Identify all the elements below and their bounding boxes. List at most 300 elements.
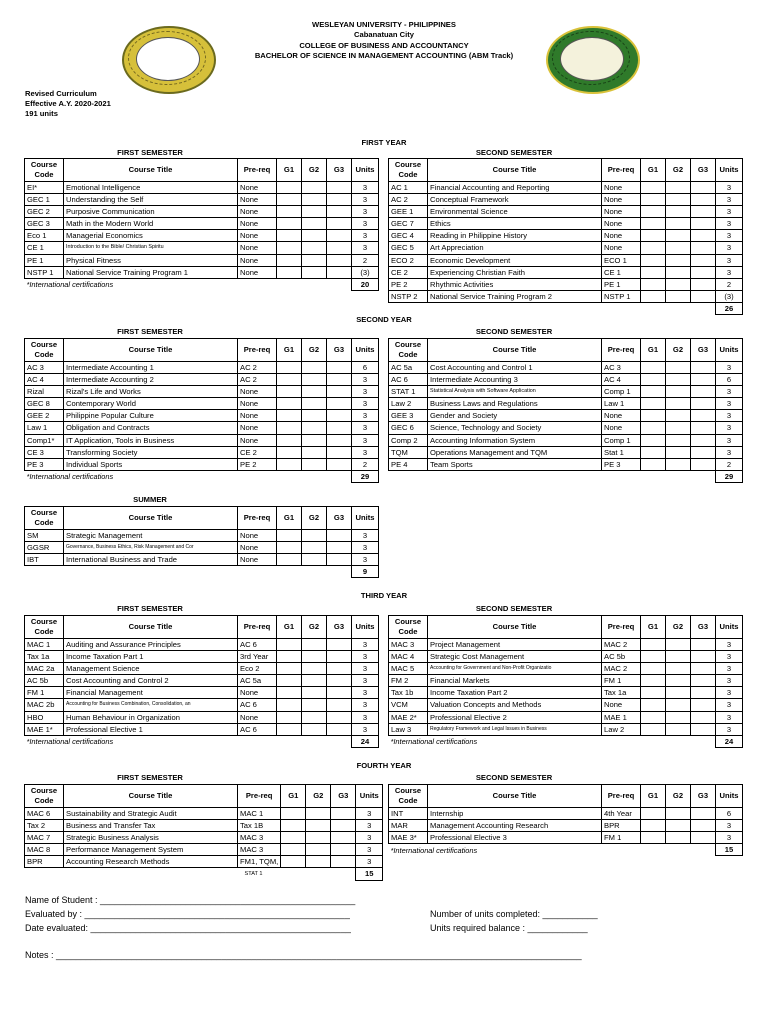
column-header: Course Code xyxy=(389,785,428,808)
g3-grade-cell[interactable] xyxy=(327,675,352,687)
g1-grade-cell[interactable] xyxy=(277,446,302,458)
g2-grade-cell[interactable] xyxy=(302,242,327,254)
g2-grade-cell[interactable] xyxy=(302,554,327,566)
course-table xyxy=(388,338,743,483)
g3-grade-cell[interactable] xyxy=(691,820,716,832)
g1-grade-cell[interactable] xyxy=(641,194,666,206)
g2-grade-cell[interactable] xyxy=(302,182,327,194)
g2-grade-cell[interactable] xyxy=(302,542,327,554)
g1-grade-cell[interactable] xyxy=(641,832,666,844)
g1-grade-cell[interactable] xyxy=(277,639,302,651)
g2-grade-cell[interactable] xyxy=(666,699,691,711)
g2-grade-cell[interactable] xyxy=(666,458,691,470)
g1-grade-cell[interactable] xyxy=(641,230,666,242)
g3-grade-cell[interactable] xyxy=(327,687,352,699)
g3-grade-cell[interactable] xyxy=(327,699,352,711)
g1-grade-cell[interactable] xyxy=(641,458,666,470)
table-row xyxy=(389,266,743,278)
g2-grade-cell[interactable] xyxy=(666,820,691,832)
total-row xyxy=(389,735,743,747)
column-header: G2 xyxy=(302,507,327,530)
g1-grade-cell[interactable] xyxy=(641,398,666,410)
g3-grade-cell[interactable] xyxy=(691,651,716,663)
g3-grade-cell[interactable] xyxy=(691,266,716,278)
column-header: G3 xyxy=(331,785,356,808)
g3-grade-cell[interactable] xyxy=(691,687,716,699)
g1-grade-cell[interactable] xyxy=(641,663,666,675)
column-header: Units xyxy=(716,339,743,362)
g1-grade-cell[interactable] xyxy=(277,554,302,566)
g1-grade-cell[interactable] xyxy=(641,446,666,458)
g2-grade-cell[interactable] xyxy=(666,206,691,218)
table-header-row xyxy=(25,159,379,182)
g2-grade-cell[interactable] xyxy=(302,218,327,230)
g2-grade-cell[interactable] xyxy=(666,242,691,254)
g3-grade-cell[interactable] xyxy=(691,723,716,735)
column-header: G3 xyxy=(691,339,716,362)
table-row xyxy=(25,723,379,735)
g3-grade-cell[interactable] xyxy=(327,711,352,723)
g3-grade-cell[interactable] xyxy=(691,808,716,820)
date-evaluated-field[interactable]: Date evaluated: ____________________________________________________ xyxy=(25,923,351,933)
units-completed-field[interactable]: Number of units completed: ___________ xyxy=(430,909,598,919)
g2-grade-cell[interactable] xyxy=(666,230,691,242)
g1-grade-cell[interactable] xyxy=(277,206,302,218)
course-title-cell: Obligation and Contracts xyxy=(64,422,238,434)
g1-grade-cell[interactable] xyxy=(641,362,666,374)
g2-grade-cell[interactable] xyxy=(666,182,691,194)
g1-grade-cell[interactable] xyxy=(277,398,302,410)
g2-grade-cell[interactable] xyxy=(666,410,691,422)
g1-grade-cell[interactable] xyxy=(641,434,666,446)
g3-grade-cell[interactable] xyxy=(327,446,352,458)
g2-grade-cell[interactable] xyxy=(302,410,327,422)
prereq-cell: PE 1 xyxy=(602,278,641,290)
g3-grade-cell[interactable] xyxy=(327,254,352,266)
g3-grade-cell[interactable] xyxy=(691,182,716,194)
g1-grade-cell[interactable] xyxy=(277,434,302,446)
units-cell: 3 xyxy=(716,266,743,278)
g3-grade-cell[interactable] xyxy=(327,458,352,470)
course-title-cell: Individual Sports xyxy=(64,458,238,470)
total-row xyxy=(25,735,379,747)
g2-grade-cell[interactable] xyxy=(666,446,691,458)
g3-grade-cell[interactable] xyxy=(327,663,352,675)
g3-grade-cell[interactable] xyxy=(691,675,716,687)
g2-grade-cell[interactable] xyxy=(666,398,691,410)
total-row xyxy=(389,844,743,856)
units-cell: 3 xyxy=(716,687,743,699)
course-code-cell: TQM xyxy=(389,446,428,458)
g2-grade-cell[interactable] xyxy=(302,398,327,410)
column-header: Course Title xyxy=(428,616,602,639)
g1-grade-cell[interactable] xyxy=(641,206,666,218)
g1-grade-cell[interactable] xyxy=(277,542,302,554)
g1-grade-cell[interactable] xyxy=(277,687,302,699)
certification-note: *International certifications xyxy=(26,472,114,482)
table-row xyxy=(389,723,743,735)
year-heading-fourth: FOURTH YEAR xyxy=(356,761,412,770)
g3-grade-cell[interactable] xyxy=(691,410,716,422)
g1-grade-cell[interactable] xyxy=(641,422,666,434)
column-header: Units xyxy=(352,159,379,182)
g1-grade-cell[interactable] xyxy=(277,675,302,687)
course-title-cell: Contemporary World xyxy=(64,398,238,410)
g3-grade-cell[interactable] xyxy=(691,362,716,374)
g2-grade-cell[interactable] xyxy=(302,458,327,470)
prereq-cell: PE 2 xyxy=(238,458,277,470)
g2-grade-cell[interactable] xyxy=(666,651,691,663)
g2-grade-cell[interactable] xyxy=(302,362,327,374)
g1-grade-cell[interactable] xyxy=(641,687,666,699)
g3-grade-cell[interactable] xyxy=(691,446,716,458)
units-cell: 6 xyxy=(716,808,743,820)
g2-grade-cell[interactable] xyxy=(302,687,327,699)
g3-grade-cell[interactable] xyxy=(691,230,716,242)
g2-grade-cell[interactable] xyxy=(306,856,331,868)
g3-grade-cell[interactable] xyxy=(327,374,352,386)
g3-grade-cell[interactable] xyxy=(691,194,716,206)
g2-grade-cell[interactable] xyxy=(666,374,691,386)
g1-grade-cell[interactable] xyxy=(277,230,302,242)
table-row xyxy=(389,699,743,711)
g1-grade-cell[interactable] xyxy=(641,242,666,254)
g3-grade-cell[interactable] xyxy=(691,711,716,723)
units-total: 24 xyxy=(352,735,379,747)
g3-grade-cell[interactable] xyxy=(691,290,716,302)
course-code-cell: VCM xyxy=(389,699,428,711)
units-cell: 3 xyxy=(352,230,379,242)
course-title-cell: Conceptual Framework xyxy=(428,194,602,206)
g3-grade-cell[interactable] xyxy=(327,266,352,278)
g1-grade-cell[interactable] xyxy=(277,422,302,434)
course-title-cell: Accounting Information System xyxy=(428,434,602,446)
units-cell: 3 xyxy=(352,434,379,446)
g2-grade-cell[interactable] xyxy=(666,434,691,446)
g1-grade-cell[interactable] xyxy=(641,651,666,663)
g1-grade-cell[interactable] xyxy=(641,711,666,723)
column-header: G3 xyxy=(691,159,716,182)
prereq-cell: AC 2 xyxy=(238,362,277,374)
g2-grade-cell[interactable] xyxy=(666,663,691,675)
g3-grade-cell[interactable] xyxy=(331,820,356,832)
g1-grade-cell[interactable] xyxy=(277,182,302,194)
g2-grade-cell[interactable] xyxy=(666,723,691,735)
table-row xyxy=(25,699,379,711)
g3-grade-cell[interactable] xyxy=(327,434,352,446)
g1-grade-cell[interactable] xyxy=(277,266,302,278)
course-title-cell: Math in the Modern World xyxy=(64,218,238,230)
table-row xyxy=(25,434,379,446)
column-header: Course Code xyxy=(25,339,64,362)
column-header: Pre-req xyxy=(602,785,641,808)
course-code-cell: PE 1 xyxy=(25,254,64,266)
column-header: G2 xyxy=(666,159,691,182)
column-header: Course Title xyxy=(428,785,602,808)
table-header-row xyxy=(25,785,383,808)
g2-grade-cell[interactable] xyxy=(666,266,691,278)
course-title-cell: Sustainability and Strategic Audit xyxy=(64,808,238,820)
course-code-cell: GEC 5 xyxy=(389,242,428,254)
table-row xyxy=(25,639,379,651)
g2-grade-cell[interactable] xyxy=(666,290,691,302)
g1-grade-cell[interactable] xyxy=(277,723,302,735)
g2-grade-cell[interactable] xyxy=(306,808,331,820)
table-row xyxy=(389,362,743,374)
g2-grade-cell[interactable] xyxy=(666,278,691,290)
g1-grade-cell[interactable] xyxy=(277,458,302,470)
g2-grade-cell[interactable] xyxy=(666,832,691,844)
g3-grade-cell[interactable] xyxy=(691,254,716,266)
g2-grade-cell[interactable] xyxy=(666,218,691,230)
table-row xyxy=(389,218,743,230)
table-row xyxy=(25,711,379,723)
table-row xyxy=(389,386,743,398)
g1-grade-cell[interactable] xyxy=(281,856,306,868)
g2-grade-cell[interactable] xyxy=(666,639,691,651)
g3-grade-cell[interactable] xyxy=(327,230,352,242)
course-code-cell: AC 3 xyxy=(25,362,64,374)
g2-grade-cell[interactable] xyxy=(666,194,691,206)
table-header-row xyxy=(389,159,743,182)
g1-grade-cell[interactable] xyxy=(641,386,666,398)
table-header-row xyxy=(389,339,743,362)
g1-grade-cell[interactable] xyxy=(277,386,302,398)
g3-grade-cell[interactable] xyxy=(327,194,352,206)
g3-grade-cell[interactable] xyxy=(691,832,716,844)
course-title-cell: Income Taxation Part 1 xyxy=(64,651,238,663)
course-code-cell: MAC 5 xyxy=(389,663,428,675)
g2-grade-cell[interactable] xyxy=(666,808,691,820)
g1-grade-cell[interactable] xyxy=(277,254,302,266)
column-header: Course Title xyxy=(64,785,238,808)
prereq-cell: NSTP 1 xyxy=(602,290,641,302)
prereq-cell: MAC 1 xyxy=(238,808,281,820)
table-row xyxy=(25,398,379,410)
g3-grade-cell[interactable] xyxy=(691,386,716,398)
g2-grade-cell[interactable] xyxy=(302,651,327,663)
g3-grade-cell[interactable] xyxy=(691,242,716,254)
g3-grade-cell[interactable] xyxy=(331,808,356,820)
table-row xyxy=(389,446,743,458)
g3-grade-cell[interactable] xyxy=(327,723,352,735)
g3-grade-cell[interactable] xyxy=(691,422,716,434)
g2-grade-cell[interactable] xyxy=(302,675,327,687)
g1-grade-cell[interactable] xyxy=(277,362,302,374)
g2-grade-cell[interactable] xyxy=(666,362,691,374)
g2-grade-cell[interactable] xyxy=(666,422,691,434)
table-row xyxy=(25,374,379,386)
prereq-cell: None xyxy=(238,254,277,266)
g1-grade-cell[interactable] xyxy=(277,410,302,422)
column-header: Pre-req xyxy=(238,616,277,639)
units-cell: 3 xyxy=(356,832,383,844)
g3-grade-cell[interactable] xyxy=(327,639,352,651)
g2-grade-cell[interactable] xyxy=(306,844,331,856)
units-cell: 2 xyxy=(716,278,743,290)
table-row xyxy=(389,254,743,266)
course-code-cell: MAE 1* xyxy=(25,723,64,735)
units-cell: 3 xyxy=(352,554,379,566)
total-row xyxy=(25,868,383,880)
g1-grade-cell[interactable] xyxy=(641,699,666,711)
g1-grade-cell[interactable] xyxy=(641,254,666,266)
g3-grade-cell[interactable] xyxy=(327,242,352,254)
g2-grade-cell[interactable] xyxy=(302,254,327,266)
g2-grade-cell[interactable] xyxy=(302,434,327,446)
units-cell: 3 xyxy=(352,242,379,254)
g1-grade-cell[interactable] xyxy=(281,820,306,832)
units-cell: 3 xyxy=(352,374,379,386)
table-row xyxy=(25,820,383,832)
g1-grade-cell[interactable] xyxy=(281,832,306,844)
g2-grade-cell[interactable] xyxy=(306,820,331,832)
g1-grade-cell[interactable] xyxy=(641,278,666,290)
g3-grade-cell[interactable] xyxy=(691,639,716,651)
g3-grade-cell[interactable] xyxy=(327,651,352,663)
g1-grade-cell[interactable] xyxy=(277,374,302,386)
g1-grade-cell[interactable] xyxy=(641,182,666,194)
g3-grade-cell[interactable] xyxy=(331,856,356,868)
g2-grade-cell[interactable] xyxy=(306,832,331,844)
course-title-cell: Strategic Business Analysis xyxy=(64,832,238,844)
table-row xyxy=(25,194,379,206)
g3-grade-cell[interactable] xyxy=(327,398,352,410)
prereq-cell: None xyxy=(238,410,277,422)
g1-grade-cell[interactable] xyxy=(277,530,302,542)
g3-grade-cell[interactable] xyxy=(691,398,716,410)
g3-grade-cell[interactable] xyxy=(327,422,352,434)
units-cell: 3 xyxy=(352,218,379,230)
g1-grade-cell[interactable] xyxy=(641,723,666,735)
g2-grade-cell[interactable] xyxy=(302,639,327,651)
g1-grade-cell[interactable] xyxy=(641,808,666,820)
g1-grade-cell[interactable] xyxy=(277,242,302,254)
course-title-cell: Accounting for Government and Non-Profit Organizatio xyxy=(428,663,602,675)
table-row xyxy=(25,242,379,254)
units-cell: 3 xyxy=(352,410,379,422)
student-name-field[interactable]: Name of Student : ___________________________________________________ xyxy=(25,895,356,905)
g2-grade-cell[interactable] xyxy=(302,230,327,242)
g1-grade-cell[interactable] xyxy=(277,194,302,206)
g3-grade-cell[interactable] xyxy=(327,218,352,230)
g2-grade-cell[interactable] xyxy=(302,386,327,398)
prereq-cell: None xyxy=(602,206,641,218)
g2-grade-cell[interactable] xyxy=(302,530,327,542)
course-code-cell: PE 4 xyxy=(389,458,428,470)
g1-grade-cell[interactable] xyxy=(277,663,302,675)
g1-grade-cell[interactable] xyxy=(281,844,306,856)
g3-grade-cell[interactable] xyxy=(691,206,716,218)
units-cell: 3 xyxy=(716,675,743,687)
g2-grade-cell[interactable] xyxy=(666,386,691,398)
g1-grade-cell[interactable] xyxy=(277,218,302,230)
course-code-cell: CE 2 xyxy=(389,266,428,278)
g2-grade-cell[interactable] xyxy=(302,266,327,278)
total-units-label: 191 units xyxy=(25,109,58,119)
g2-grade-cell[interactable] xyxy=(302,194,327,206)
g1-grade-cell[interactable] xyxy=(277,651,302,663)
g3-grade-cell[interactable] xyxy=(691,218,716,230)
g2-grade-cell[interactable] xyxy=(302,446,327,458)
g2-grade-cell[interactable] xyxy=(302,422,327,434)
g2-grade-cell[interactable] xyxy=(302,663,327,675)
g1-grade-cell[interactable] xyxy=(277,699,302,711)
g1-grade-cell[interactable] xyxy=(641,675,666,687)
g3-grade-cell[interactable] xyxy=(691,434,716,446)
course-code-cell: GGSR xyxy=(25,542,64,554)
g2-grade-cell[interactable] xyxy=(666,711,691,723)
g3-grade-cell[interactable] xyxy=(691,374,716,386)
g1-grade-cell[interactable] xyxy=(641,218,666,230)
g2-grade-cell[interactable] xyxy=(302,206,327,218)
column-header: Pre-req xyxy=(238,507,277,530)
g2-grade-cell[interactable] xyxy=(666,675,691,687)
course-title-cell: Experiencing Christian Faith xyxy=(428,266,602,278)
g3-grade-cell[interactable] xyxy=(691,278,716,290)
g3-grade-cell[interactable] xyxy=(327,410,352,422)
g2-grade-cell[interactable] xyxy=(302,723,327,735)
notes-field[interactable]: Notes : _________________________________________________________________________________________________________ xyxy=(25,950,582,960)
course-code-cell: GEE 2 xyxy=(25,410,64,422)
g1-grade-cell[interactable] xyxy=(641,290,666,302)
course-code-cell: MAC 2b xyxy=(25,699,64,711)
g3-grade-cell[interactable] xyxy=(327,206,352,218)
course-code-cell: SM xyxy=(25,530,64,542)
g3-grade-cell[interactable] xyxy=(691,699,716,711)
g3-grade-cell[interactable] xyxy=(331,832,356,844)
total-row-spacer xyxy=(25,868,356,880)
column-header: Pre-req xyxy=(602,616,641,639)
evaluated-by-field[interactable]: Evaluated by : _____________________________________________________ xyxy=(25,909,350,919)
table-row xyxy=(389,820,743,832)
g1-grade-cell[interactable] xyxy=(641,410,666,422)
g2-grade-cell[interactable] xyxy=(302,711,327,723)
g2-grade-cell[interactable] xyxy=(302,374,327,386)
column-header: Course Code xyxy=(389,159,428,182)
g2-grade-cell[interactable] xyxy=(666,687,691,699)
column-header: Pre-req xyxy=(238,785,281,808)
units-cell: 3 xyxy=(352,194,379,206)
g3-grade-cell[interactable] xyxy=(691,458,716,470)
g3-grade-cell[interactable] xyxy=(327,362,352,374)
g3-grade-cell[interactable] xyxy=(691,663,716,675)
g1-grade-cell[interactable] xyxy=(641,820,666,832)
course-title-cell: Operations Management and TQM xyxy=(428,446,602,458)
total-row-spacer xyxy=(389,470,716,482)
course-code-cell: Comp1* xyxy=(25,434,64,446)
table-row xyxy=(25,410,379,422)
g3-grade-cell[interactable] xyxy=(327,530,352,542)
g1-grade-cell[interactable] xyxy=(277,711,302,723)
g3-grade-cell[interactable] xyxy=(327,554,352,566)
units-balance-field[interactable]: Units required balance : ____________ xyxy=(430,923,588,933)
g1-grade-cell[interactable] xyxy=(641,266,666,278)
g1-grade-cell[interactable] xyxy=(641,374,666,386)
g3-grade-cell[interactable] xyxy=(327,542,352,554)
g2-grade-cell[interactable] xyxy=(666,254,691,266)
g3-grade-cell[interactable] xyxy=(327,386,352,398)
course-code-cell: PE 2 xyxy=(389,278,428,290)
g1-grade-cell[interactable] xyxy=(641,639,666,651)
g3-grade-cell[interactable] xyxy=(331,844,356,856)
table-header-row xyxy=(25,507,379,530)
g2-grade-cell[interactable] xyxy=(302,699,327,711)
g3-grade-cell[interactable] xyxy=(327,182,352,194)
column-header: G3 xyxy=(327,159,352,182)
column-header: Pre-req xyxy=(238,339,277,362)
g1-grade-cell[interactable] xyxy=(281,808,306,820)
